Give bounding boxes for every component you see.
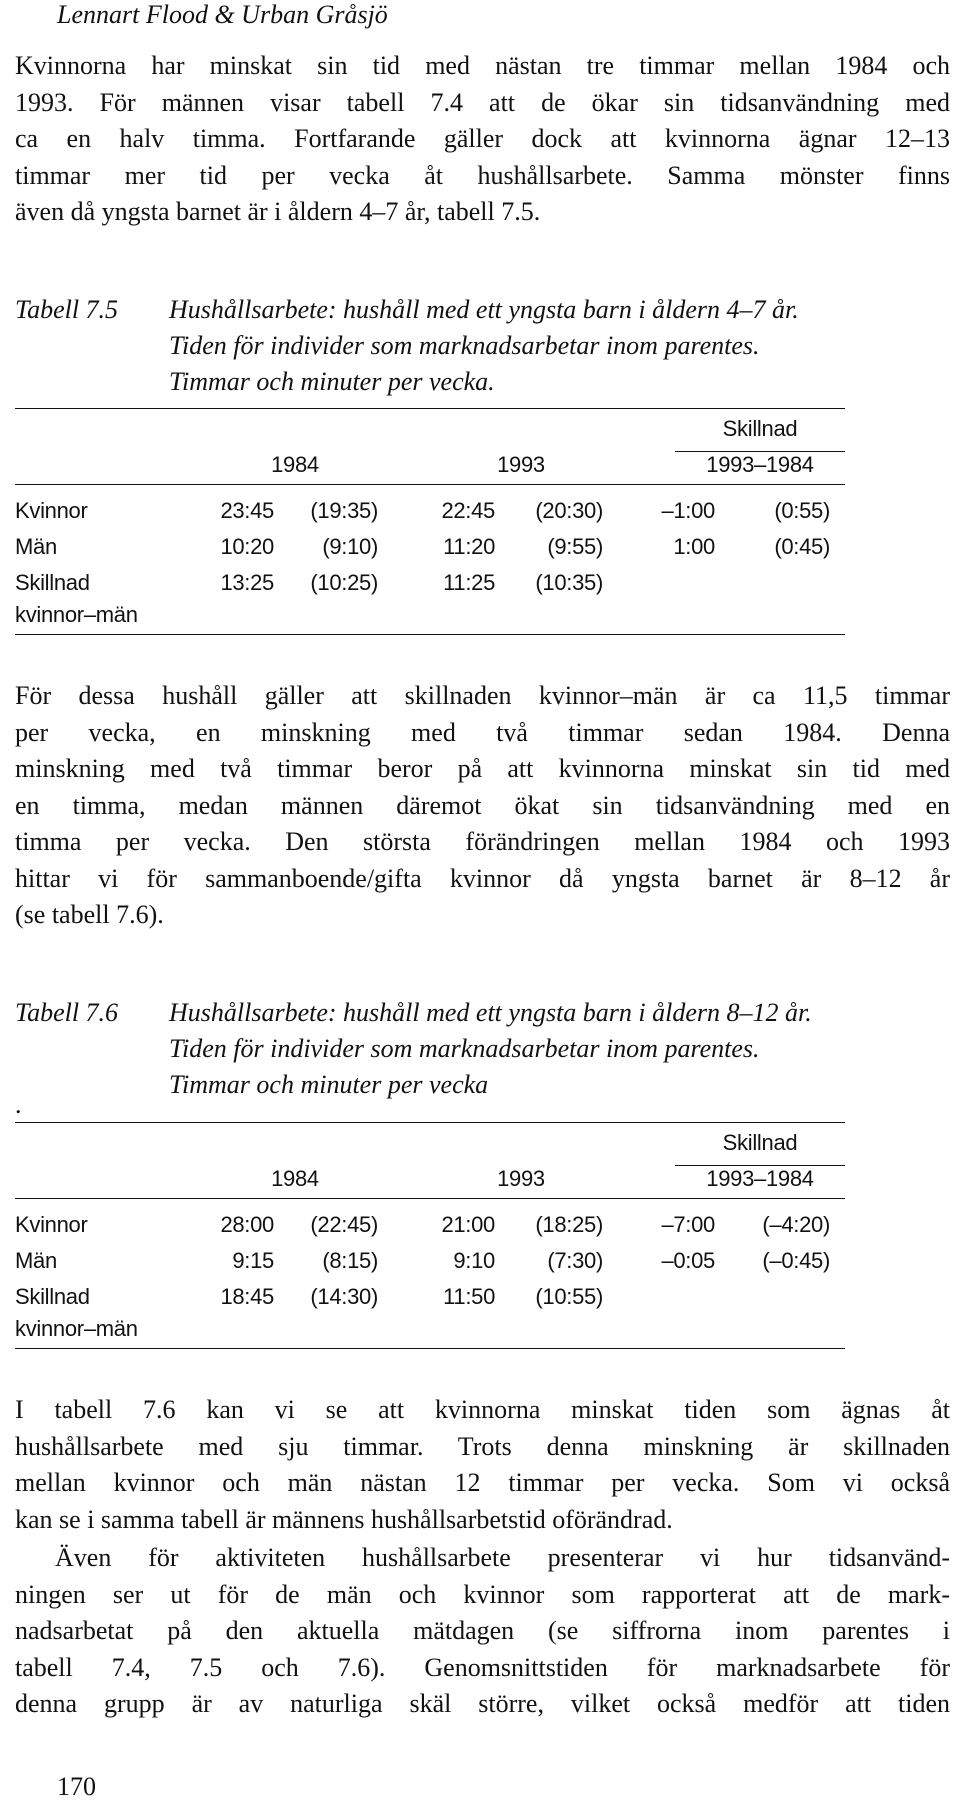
cell-value: 11:50 <box>443 1284 495 1309</box>
text-line: denna grupp är av naturliga skäl större, vilket också medför att tiden <box>15 1689 950 1718</box>
cell-value: (18:25) <box>535 1212 603 1237</box>
page-number: 170 <box>57 1772 96 1801</box>
table-label: Tabell 7.6 <box>15 998 119 1027</box>
header-1984: 1984 <box>271 1166 319 1191</box>
row-label: Skillnad <box>15 1284 90 1309</box>
caption-line: Timmar och minuter per vecka <box>169 1070 489 1099</box>
cell-value: 11:25 <box>443 570 495 595</box>
caption-line: Tiden för individer som marknadsarbetar inom parentes. <box>169 1034 760 1063</box>
cell-value: (9:10) <box>322 534 378 559</box>
cell-value: (10:55) <box>535 1284 603 1309</box>
paragraph-4 <box>15 1540 950 1723</box>
cell-value: (–0:45) <box>762 1248 830 1273</box>
cell-value: 21:00 <box>441 1212 495 1237</box>
header-1993: 1993 <box>497 1166 545 1191</box>
cell-value: (20:30) <box>535 498 603 523</box>
cell-value: 22:45 <box>441 498 495 523</box>
cell-value: (22:45) <box>310 1212 378 1237</box>
header-diff: 1993–1984 <box>706 452 814 477</box>
cell-value: –0:05 <box>661 1248 715 1273</box>
text-line: mellan kvinnor och män nästan 12 timmar per vecka. Som vi också <box>15 1468 950 1497</box>
row-label: Män <box>15 1248 57 1273</box>
text-line: Även för aktiviteten hushållsarbete presenterar vi hur tidsanvänd- <box>55 1543 950 1572</box>
text-line: en timma, medan männen däremot ökat sin tidsanvändning med en <box>15 790 950 820</box>
row-label-sub: kvinnor–män <box>15 1316 138 1341</box>
header-skillnad: Skillnad <box>722 416 798 441</box>
cell-value: 9:15 <box>232 1248 274 1273</box>
table-top-rule <box>15 1122 845 1123</box>
cell-value: (0:55) <box>774 498 830 523</box>
cell-value: 18:45 <box>220 1284 274 1309</box>
table-bottom-rule <box>15 1348 845 1349</box>
cell-value: (0:45) <box>774 534 830 559</box>
cell-value: (19:35) <box>310 498 378 523</box>
cell-value: 23:45 <box>220 498 274 523</box>
cell-value: (9:55) <box>547 534 603 559</box>
header-1984: 1984 <box>271 452 319 477</box>
text-line: kan se i samma tabell är männens hushållsarbetstid oförändrad. <box>15 1504 673 1534</box>
table-top-rule <box>15 408 845 409</box>
cell-value: 9:10 <box>453 1248 495 1273</box>
text-line: 1993. För männen visar tabell 7.4 att de ökar sin tidsanvändning med <box>15 87 950 117</box>
row-label-sub: kvinnor–män <box>15 602 138 627</box>
cell-value: (7:30) <box>547 1248 603 1273</box>
text-line: tabell 7.4, 7.5 och 7.6). Genomsnittstiden för marknadsarbete för <box>15 1652 950 1682</box>
table-7-5 <box>15 408 845 638</box>
paragraph-2 <box>15 678 950 934</box>
table-label: Tabell 7.5 <box>15 295 119 324</box>
row-label: Kvinnor <box>15 1212 88 1237</box>
cell-value: –1:00 <box>661 498 715 523</box>
text-line: ca en halv timma. Fortfarande gäller dock att kvinnorna ägnar 12–13 <box>15 124 950 153</box>
paragraph-1 <box>15 48 950 231</box>
table-7-6 <box>15 1122 845 1352</box>
paragraph-3 <box>15 1392 950 1538</box>
cell-value: (–4:20) <box>762 1212 830 1237</box>
text-line: timma per vecka. Den största förändringen mellan 1984 och 1993 <box>15 827 950 856</box>
stray-dot: . <box>15 1090 22 1119</box>
text-line: hittar vi för sammanboende/gifta kvinnor då yngsta barnet är 8–12 år <box>15 863 950 893</box>
text-line: nadsarbetat på den aktuella mätdagen (se siffrorna inom parentes i <box>15 1616 950 1645</box>
text-line: ningen ser ut för de män och kvinnor som rapporterat att de mark- <box>15 1579 950 1609</box>
header-1993: 1993 <box>497 452 545 477</box>
text-line: I tabell 7.6 kan vi se att kvinnorna minskat tiden som ägnas åt <box>15 1395 950 1424</box>
text-line: även då yngsta barnet är i åldern 4–7 år, tabell 7.5. <box>15 197 541 226</box>
row-label: Män <box>15 534 57 559</box>
cell-value: (10:35) <box>535 570 603 595</box>
text-line: timmar mer tid per vecka åt hushållsarbete. Samma mönster finns <box>15 160 950 190</box>
row-label: Kvinnor <box>15 498 88 523</box>
table-header-rule <box>15 484 845 485</box>
header-diff: 1993–1984 <box>706 1166 814 1191</box>
running-header: Lennart Flood & Urban Gråsjö <box>57 0 388 29</box>
text-line: minskning med två timmar beror på att kvinnorna minskat sin tid med <box>15 754 950 783</box>
caption-line: Hushållsarbete: hushåll med ett yngsta barn i åldern 4–7 år. <box>169 295 799 324</box>
cell-value: 1:00 <box>673 534 715 559</box>
caption-line: Timmar och minuter per vecka. <box>169 367 495 396</box>
cell-value: (14:30) <box>310 1284 378 1309</box>
caption-line: Tiden för individer som marknadsarbetar inom parentes. <box>169 331 760 360</box>
cell-value: –7:00 <box>661 1212 715 1237</box>
caption-line: Hushållsarbete: hushåll med ett yngsta barn i åldern 8–12 år. <box>169 998 812 1027</box>
table-header-rule <box>15 1198 845 1199</box>
header-skillnad: Skillnad <box>722 1130 798 1155</box>
row-label: Skillnad <box>15 570 90 595</box>
text-line: hushållsarbete med sju timmar. Trots denna minskning är skillnaden <box>15 1431 950 1461</box>
text-line: (se tabell 7.6). <box>15 900 164 929</box>
text-line: per vecka, en minskning med två timmar sedan 1984. Denna <box>15 717 950 747</box>
cell-value: 11:20 <box>443 534 495 559</box>
cell-value: 28:00 <box>220 1212 274 1237</box>
cell-value: 10:20 <box>220 534 274 559</box>
cell-value: 13:25 <box>220 570 274 595</box>
text-line: För dessa hushåll gäller att skillnaden kvinnor–män är ca 11,5 timmar <box>15 681 950 710</box>
cell-value: (8:15) <box>322 1248 378 1273</box>
table-bottom-rule <box>15 634 845 635</box>
cell-value: (10:25) <box>310 570 378 595</box>
text-line: Kvinnorna har minskat sin tid med nästan tre timmar mellan 1984 och <box>15 51 950 80</box>
